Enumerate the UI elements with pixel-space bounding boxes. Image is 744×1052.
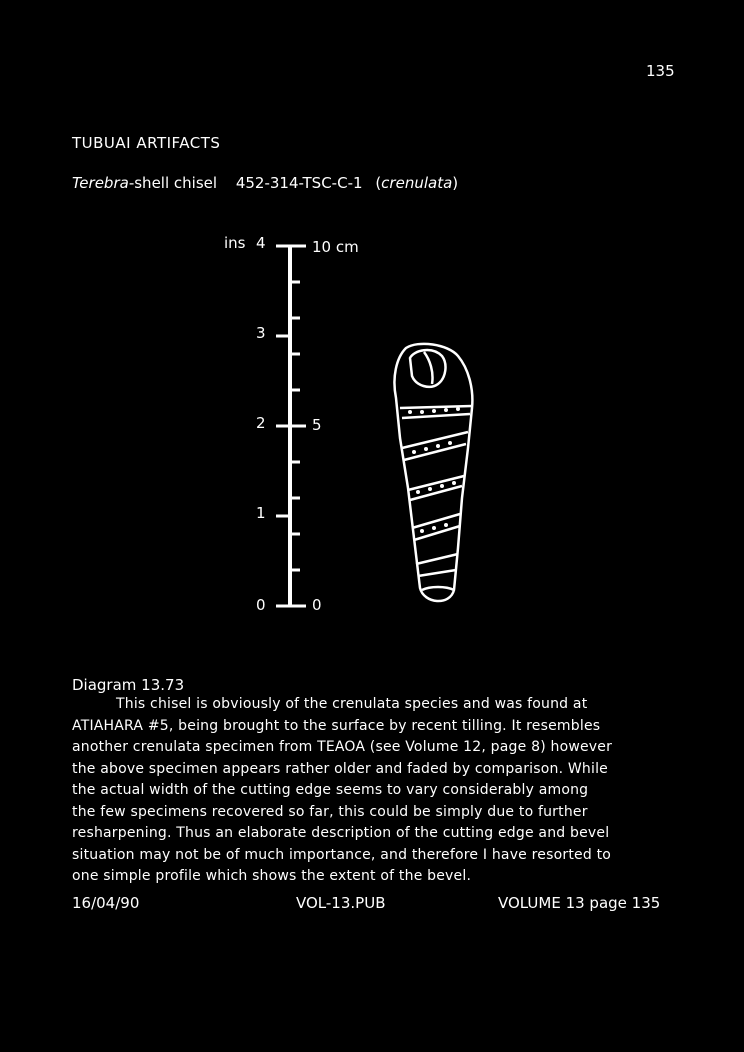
inch-label-2: 2 — [256, 414, 266, 432]
body-line: the above specimen appears rather older and faded by comparison. While — [72, 760, 608, 777]
shell-chisel-diagram — [210, 228, 490, 648]
genus-name: Terebra — [72, 174, 129, 192]
body-line: situation may not be of much importance, and therefore I have resorted to — [72, 846, 612, 863]
body-line: resharpening. Thus an elaborate description of the cutting edge and bevel — [72, 825, 610, 841]
body-line: This chisel is obviously of the crenulata species and was found at — [116, 696, 588, 712]
cm-unit-label: 10 cm — [312, 238, 359, 256]
terebra-shell-drawing — [394, 344, 472, 601]
inch-label-4: 4 — [256, 234, 266, 252]
body-line: one simple profile which shows the extent of the bevel. — [72, 868, 472, 884]
artifact-type: -shell chisel — [128, 174, 218, 192]
footer-date: 16/04/90 — [72, 894, 140, 912]
footer-volume-page: VOLUME 13 page 135 — [498, 894, 661, 912]
scale-bar — [276, 246, 306, 606]
body-line: the actual width of the cutting edge seems to vary considerably among — [72, 782, 589, 798]
inch-label-1: 1 — [256, 504, 266, 522]
shell-nodules — [408, 407, 460, 533]
inch-label-3: 3 — [256, 324, 266, 342]
species-name: crenulata — [381, 174, 453, 192]
inch-label-0: 0 — [256, 596, 266, 614]
page-number: 135 — [646, 62, 675, 80]
section-title: TUBUAI ARTIFACTS — [72, 134, 221, 152]
body-line: another crenulata specimen from TEAOA (see Volume 12, page 8) however — [72, 739, 613, 755]
species-close: ) — [452, 174, 459, 192]
species-open: ( — [375, 174, 382, 192]
artifact-heading — [72, 174, 458, 192]
cm-label-5: 5 — [312, 416, 322, 434]
body-line: ATIAHARA #5, being brought to the surface by recent tilling. It resembles — [72, 717, 601, 734]
body-line: the few specimens recovered so far, this could be simply due to further — [72, 803, 588, 820]
cm-label-0: 0 — [312, 596, 322, 614]
inch-unit-label: ins — [224, 234, 246, 252]
catalog-number: 452-314-TSC-C-1 — [235, 174, 363, 192]
diagram-label: Diagram 13.73 — [72, 676, 185, 694]
description-paragraph — [72, 694, 662, 888]
footer-filename: VOL-13.PUB — [296, 894, 386, 912]
